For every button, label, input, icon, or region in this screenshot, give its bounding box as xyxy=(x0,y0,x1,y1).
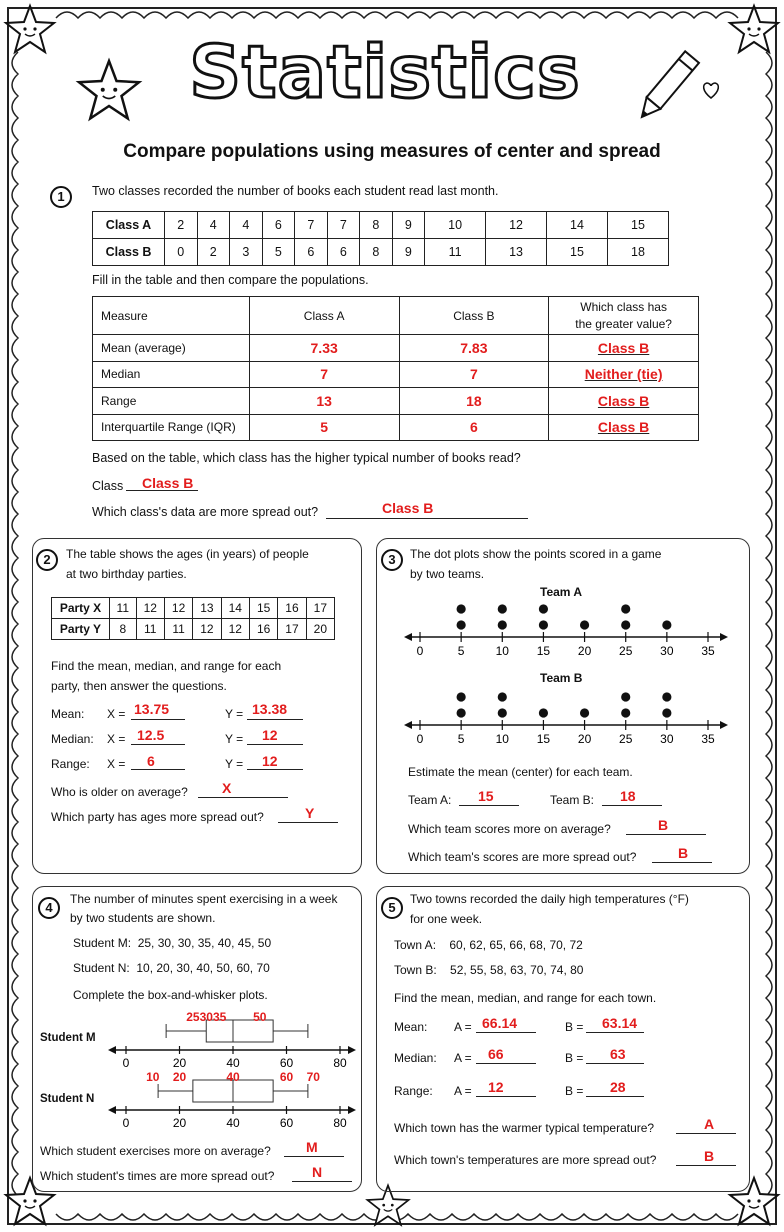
tick-label: 35 xyxy=(701,644,715,658)
data-dot xyxy=(662,692,671,701)
column-header: Measure xyxy=(93,297,250,335)
answer-line xyxy=(652,862,712,863)
data-dot xyxy=(457,692,466,701)
question-5-box xyxy=(376,886,750,1192)
answer-line xyxy=(284,1156,344,1157)
tick-label: 15 xyxy=(536,644,551,658)
table-cell: 6 xyxy=(295,239,328,266)
table-cell: 6 xyxy=(262,212,295,239)
arrow-left-icon xyxy=(404,721,412,729)
mean-x-answer[interactable]: 13.75 xyxy=(134,701,170,717)
table-cell: 13 xyxy=(486,239,547,266)
table-cell: 13 xyxy=(193,598,221,619)
tick-label: 20 xyxy=(172,1056,187,1070)
team-b-mean[interactable]: 18 xyxy=(620,788,636,804)
header-line: the greater value? xyxy=(575,316,672,331)
answer-line xyxy=(586,1063,644,1064)
table-cell: 11 xyxy=(110,598,137,619)
table-cell: 12 xyxy=(136,598,164,619)
arrow-right-icon xyxy=(720,633,728,641)
older-question: Who is older on average? xyxy=(51,785,188,799)
table-row xyxy=(52,598,335,619)
data-dot xyxy=(580,708,589,717)
data-dot xyxy=(621,692,630,701)
table-cell: 17 xyxy=(278,619,306,640)
table-cell: 18 xyxy=(607,239,668,266)
table-cell: 14 xyxy=(221,598,249,619)
table-cell: 12 xyxy=(164,598,192,619)
range-x-answer[interactable]: 6 xyxy=(147,753,155,769)
answer-cell[interactable]: Class B xyxy=(549,414,699,441)
more-question: Which team scores more on average? xyxy=(408,822,611,836)
answer-cell[interactable]: 7.83 xyxy=(399,335,549,362)
table-cell: 3 xyxy=(230,239,263,266)
answer-line xyxy=(459,805,519,806)
team-a-label: Team A: xyxy=(408,793,452,807)
table-row xyxy=(93,414,699,441)
a-equals: A = xyxy=(454,1020,472,1034)
tick-label: 0 xyxy=(416,644,424,658)
mean-label: Mean: xyxy=(394,1020,428,1034)
answer-cell[interactable]: Neither (tie) xyxy=(549,361,699,388)
pencil-icon xyxy=(622,42,712,132)
question-number: 2 xyxy=(36,549,58,571)
y-equals: Y = xyxy=(225,732,244,746)
table-cell: 4 xyxy=(230,212,263,239)
b-equals: B = xyxy=(565,1084,584,1098)
data-dot xyxy=(498,692,507,701)
tick-label: 0 xyxy=(416,732,424,746)
q4-prompt: The number of minutes spent exercising in a week xyxy=(70,892,338,906)
spread-answer[interactable]: Class B xyxy=(382,500,434,516)
warmer-question: Which town has the warmer typical temperature? xyxy=(394,1121,655,1135)
answer-line xyxy=(676,1165,736,1166)
table-cell: 2 xyxy=(197,239,230,266)
heart-icon xyxy=(700,80,722,100)
tick-label: 40 xyxy=(226,1056,240,1070)
table-cell: 6 xyxy=(327,239,360,266)
student-m-data: Student M: 25, 30, 30, 35, 40, 45, 50 xyxy=(73,936,272,950)
tick-label: 10 xyxy=(495,732,509,746)
row-label: Class B xyxy=(93,239,165,266)
mean-label: Mean: xyxy=(51,707,85,721)
table-cell: 10 xyxy=(425,212,486,239)
answer-cell[interactable]: 13 xyxy=(249,388,399,415)
student-m-label: Student M xyxy=(40,1032,96,1044)
range-y-answer[interactable]: 12 xyxy=(262,753,278,769)
b-equals: B = xyxy=(565,1051,584,1065)
table-cell: 11 xyxy=(164,619,192,640)
data-dot xyxy=(621,620,630,629)
tick-label: 80 xyxy=(333,1056,347,1070)
spread-question: Which class's data are more spread out? xyxy=(92,505,319,519)
box-plot-label: 50 xyxy=(253,1010,267,1024)
answer-line xyxy=(247,719,303,720)
tick-label: 60 xyxy=(279,1116,294,1130)
tick-label: 0 xyxy=(122,1116,130,1130)
table-cell: 8 xyxy=(110,619,137,640)
measures-table xyxy=(92,296,699,441)
median-a-answer[interactable]: 66 xyxy=(488,1046,504,1062)
table-cell: 11 xyxy=(136,619,164,640)
q5-prompt: Two towns recorded the daily high temperatures (°F) xyxy=(410,892,689,906)
range-a-answer[interactable]: 12 xyxy=(488,1079,504,1095)
table-cell: 20 xyxy=(306,619,334,640)
measure-label: Range xyxy=(93,388,250,415)
answer-cell[interactable]: Class B xyxy=(549,335,699,362)
arrow-right-icon xyxy=(348,1106,356,1114)
answer-line xyxy=(131,769,185,770)
q2-prompt: The table shows the ages (in years) of people xyxy=(66,547,309,561)
table-cell: 8 xyxy=(360,212,393,239)
answer-cell[interactable]: 7 xyxy=(399,361,549,388)
row-label: Party X xyxy=(52,598,110,619)
table-cell: 2 xyxy=(165,212,198,239)
data-dot xyxy=(498,604,507,613)
data-dot xyxy=(498,708,507,717)
box-plot-label: 40 xyxy=(226,1070,240,1084)
team-a-title: Team A xyxy=(540,585,583,599)
box-plot-label: 30 xyxy=(199,1010,213,1024)
a-equals: A = xyxy=(454,1051,472,1065)
data-dot xyxy=(580,620,589,629)
q4-prompt: by two students are shown. xyxy=(70,911,216,925)
page-subtitle: Compare populations using measures of center and spread xyxy=(123,141,661,162)
box-plot-label: 35 xyxy=(212,1010,227,1024)
q2-find: party, then answer the questions. xyxy=(51,679,227,693)
table-cell: 12 xyxy=(221,619,249,640)
data-dot xyxy=(539,620,548,629)
median-b-answer[interactable]: 63 xyxy=(610,1046,626,1062)
arrow-right-icon xyxy=(720,721,728,729)
class-data-table xyxy=(92,211,669,266)
box-plot-label: 20 xyxy=(172,1070,187,1084)
more-answer[interactable]: B xyxy=(658,817,669,833)
table-cell: 12 xyxy=(193,619,221,640)
box-plot-label: 10 xyxy=(146,1070,160,1084)
tick-label: 60 xyxy=(279,1056,294,1070)
answer-line xyxy=(278,822,338,823)
answer-line xyxy=(586,1032,644,1033)
tick-label: 20 xyxy=(172,1116,187,1130)
box-plot-label: 25 xyxy=(186,1010,200,1024)
table-cell: 17 xyxy=(306,598,334,619)
tick-label: 35 xyxy=(701,732,715,746)
x-equals: X = xyxy=(107,757,126,771)
row-label: Class A xyxy=(93,212,165,239)
tick-label: 20 xyxy=(577,732,592,746)
x-equals: X = xyxy=(107,707,126,721)
median-label: Median: xyxy=(394,1051,437,1065)
town-b-data: Town B: 52, 55, 58, 63, 70, 74, 80 xyxy=(394,963,584,977)
q1-prompt: Two classes recorded the number of books each student read last month. xyxy=(92,184,499,198)
median-y-answer[interactable]: 12 xyxy=(262,727,278,743)
q5-prompt: for one week. xyxy=(410,912,483,926)
b-equals: B = xyxy=(565,1020,584,1034)
table-cell: 15 xyxy=(547,239,608,266)
a-equals: A = xyxy=(454,1084,472,1098)
warmer-answer[interactable]: A xyxy=(704,1116,715,1132)
tick-label: 20 xyxy=(577,644,592,658)
answer-cell[interactable]: 18 xyxy=(399,388,549,415)
tick-label: 5 xyxy=(457,732,465,746)
student-n-label: Student N xyxy=(40,1093,95,1105)
spread-answer[interactable]: B xyxy=(678,845,689,861)
spread-question: Which town's temperatures are more spread out? xyxy=(394,1153,657,1167)
party-ages-table xyxy=(51,597,335,640)
star-icon xyxy=(2,2,58,58)
answer-line xyxy=(247,744,303,745)
spread-question: Which party has ages more spread out? xyxy=(51,810,264,824)
table-cell: 16 xyxy=(249,619,277,640)
data-dot xyxy=(457,604,466,613)
tick-label: 40 xyxy=(226,1116,240,1130)
answer-line xyxy=(476,1032,536,1033)
typical-question: Based on the table, which class has the higher typical number of books read? xyxy=(92,451,521,465)
column-header xyxy=(549,297,699,335)
page-title: Statistics xyxy=(189,30,581,114)
answer-line xyxy=(131,744,185,745)
tick-label: 10 xyxy=(495,644,509,658)
box-plot-label: 60 xyxy=(279,1070,294,1084)
table-cell: 12 xyxy=(486,212,547,239)
tick-label: 25 xyxy=(619,644,633,658)
tick-label: 5 xyxy=(457,644,465,658)
table-cell: 8 xyxy=(360,239,393,266)
answer-cell[interactable]: 6 xyxy=(399,414,549,441)
team-a-mean[interactable]: 15 xyxy=(478,788,494,804)
data-dot xyxy=(621,604,630,613)
data-dot xyxy=(662,620,671,629)
data-dot xyxy=(621,708,630,717)
answer-line xyxy=(326,518,528,519)
y-equals: Y = xyxy=(225,757,244,771)
q3-prompt: The dot plots show the points scored in a game xyxy=(410,547,662,561)
team-b-title: Team B xyxy=(540,671,583,685)
more-answer[interactable]: M xyxy=(306,1139,318,1155)
table-cell: 9 xyxy=(392,239,425,266)
answer-line xyxy=(586,1096,644,1097)
class-word: Class xyxy=(92,479,124,493)
table-row xyxy=(93,212,669,239)
table-row xyxy=(93,239,669,266)
table-cell: 4 xyxy=(197,212,230,239)
median-x-answer[interactable]: 12.5 xyxy=(137,727,165,743)
table-cell: 5 xyxy=(262,239,295,266)
mean-b-answer[interactable]: 63.14 xyxy=(602,1015,638,1031)
range-b-answer[interactable]: 28 xyxy=(610,1079,626,1095)
team-b-label: Team B: xyxy=(550,793,595,807)
q5-find: Find the mean, median, and range for each town. xyxy=(394,991,657,1005)
question-number: 4 xyxy=(38,897,60,919)
answer-cell[interactable]: 7.33 xyxy=(249,335,399,362)
question-number: 3 xyxy=(381,549,403,571)
answer-line xyxy=(476,1063,536,1064)
y-equals: Y = xyxy=(225,707,244,721)
measure-label: Mean (average) xyxy=(93,335,250,362)
range-label: Range: xyxy=(51,757,90,771)
tick-label: 80 xyxy=(333,1116,347,1130)
x-equals: X = xyxy=(107,732,126,746)
answer-line xyxy=(292,1181,352,1182)
spread-question: Which team's scores are more spread out? xyxy=(408,850,637,864)
answer-line xyxy=(602,805,662,806)
table-row xyxy=(93,297,699,335)
answer-line xyxy=(476,1096,536,1097)
data-dot xyxy=(662,708,671,717)
mean-y-answer[interactable]: 13.38 xyxy=(252,701,288,717)
dot-plots xyxy=(400,598,730,758)
table-row xyxy=(93,388,699,415)
student-n-data: Student N: 10, 20, 30, 40, 50, 60, 70 xyxy=(73,961,270,975)
table-row xyxy=(93,361,699,388)
answer-cell[interactable]: 7 xyxy=(249,361,399,388)
answer-cell[interactable]: Class B xyxy=(549,388,699,415)
measure-label: Median xyxy=(93,361,250,388)
answer-cell[interactable]: 5 xyxy=(249,414,399,441)
table-cell: 15 xyxy=(249,598,277,619)
answer-line xyxy=(131,719,185,720)
q3-prompt: by two teams. xyxy=(410,567,485,581)
q2-prompt: at two birthday parties. xyxy=(66,567,187,581)
range-label: Range: xyxy=(394,1084,433,1098)
tick-label: 30 xyxy=(660,644,674,658)
mean-a-answer[interactable]: 66.14 xyxy=(482,1015,518,1031)
arrow-left-icon xyxy=(404,633,412,641)
data-dot xyxy=(539,708,548,717)
fill-prompt: Fill in the table and then compare the populations. xyxy=(92,273,369,287)
table-cell: 11 xyxy=(425,239,486,266)
table-row xyxy=(52,619,335,640)
complete-prompt: Complete the box-and-whisker plots. xyxy=(73,988,268,1002)
town-a-data: Town A: 60, 62, 65, 66, 68, 70, 72 xyxy=(394,938,583,952)
spread-answer[interactable]: B xyxy=(704,1148,715,1164)
table-cell: 7 xyxy=(327,212,360,239)
answer-line xyxy=(676,1133,736,1134)
table-cell: 9 xyxy=(392,212,425,239)
table-cell: 14 xyxy=(547,212,608,239)
arrow-left-icon xyxy=(108,1046,116,1054)
tick-label: 0 xyxy=(122,1056,130,1070)
tick-label: 15 xyxy=(536,732,551,746)
table-cell: 16 xyxy=(278,598,306,619)
arrow-left-icon xyxy=(108,1106,116,1114)
data-dot xyxy=(457,620,466,629)
star-icon xyxy=(726,2,782,58)
question-number: 5 xyxy=(381,897,403,919)
older-answer[interactable]: X xyxy=(222,780,232,796)
header-line: Which class has xyxy=(580,299,667,314)
answer-line xyxy=(198,797,288,798)
tick-label: 30 xyxy=(660,732,674,746)
table-cell: 7 xyxy=(295,212,328,239)
box-plots xyxy=(106,1010,362,1132)
more-question: Which student exercises more on average? xyxy=(40,1144,271,1158)
estimate-prompt: Estimate the mean (center) for each team. xyxy=(408,765,633,779)
column-header: Class A xyxy=(249,297,399,335)
arrow-right-icon xyxy=(348,1046,356,1054)
row-label: Party Y xyxy=(52,619,110,640)
median-label: Median: xyxy=(51,732,94,746)
spread-question: Which student's times are more spread out? xyxy=(40,1169,275,1183)
spread-answer[interactable]: N xyxy=(312,1164,323,1180)
table-row xyxy=(93,335,699,362)
q2-find: Find the mean, median, and range for each xyxy=(51,659,282,673)
measure-label: Interquartile Range (IQR) xyxy=(93,414,250,441)
answer-line xyxy=(626,834,706,835)
typical-answer[interactable]: Class B xyxy=(142,475,194,491)
data-dot xyxy=(457,708,466,717)
box-plot-label: 70 xyxy=(306,1070,320,1084)
data-dot xyxy=(498,620,507,629)
table-cell: 15 xyxy=(607,212,668,239)
data-dot xyxy=(539,604,548,613)
question-number: 1 xyxy=(50,186,72,208)
table-cell: 0 xyxy=(165,239,198,266)
answer-line xyxy=(247,769,303,770)
column-header: Class B xyxy=(399,297,549,335)
tick-label: 25 xyxy=(619,732,633,746)
spread-answer[interactable]: Y xyxy=(305,805,315,821)
star-icon xyxy=(74,56,144,126)
